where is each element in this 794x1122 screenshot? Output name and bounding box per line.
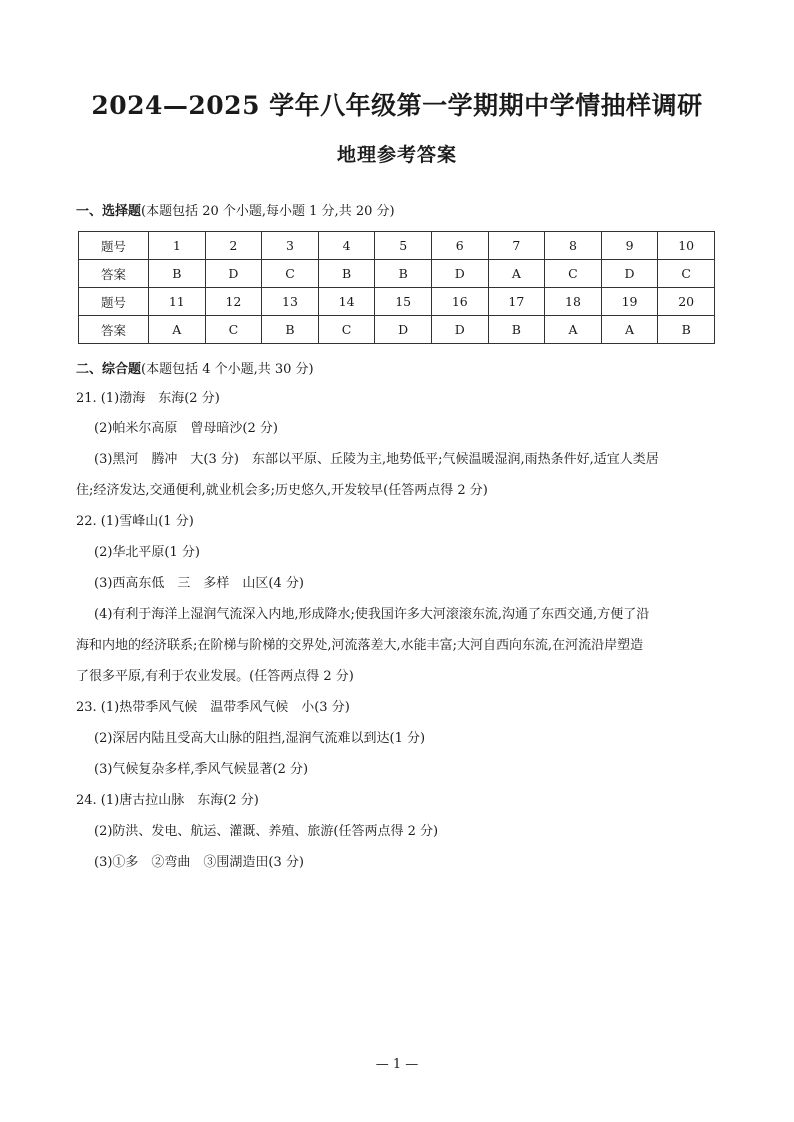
table-cell: 8 xyxy=(545,232,602,260)
table-cell: 3 xyxy=(262,232,319,260)
answer-line-22-4-cont-b: 了很多平原,有利于农业发展。(任答两点得 2 分) xyxy=(76,669,354,684)
choice-answer-table xyxy=(78,231,715,344)
table-cell: C xyxy=(545,260,602,288)
table-cell: 1 xyxy=(149,232,206,260)
table-cell: 13 xyxy=(262,288,319,316)
table-cell: 14 xyxy=(318,288,375,316)
table-cell: A xyxy=(488,260,545,288)
answer-line-21-1: 21. (1)渤海 东海(2 分) xyxy=(76,391,220,406)
table-cell: D xyxy=(431,260,488,288)
answer-line-21-3-cont: 住;经济发达,交通便利,就业机会多;历史悠久,开发较早(任答两点得 2 分) xyxy=(76,483,488,498)
table-cell: 2 xyxy=(205,232,262,260)
section-one-note: (本题包括 20 个小题,每小题 1 分,共 20 分) xyxy=(141,204,395,219)
answer-line-22-1: 22. (1)雪峰山(1 分) xyxy=(76,514,194,529)
answer-line-22-4: (4)有利于海洋上湿润气流深入内地,形成降水;使我国许多大河滚滚东流,沟通了东西交通,方便了沿 xyxy=(94,607,650,622)
table-cell: A xyxy=(545,316,602,344)
page-number: — 1 — xyxy=(375,1057,419,1072)
table-row-label: 答案 xyxy=(79,316,149,344)
table-cell: 16 xyxy=(431,288,488,316)
answer-line-22-2: (2)华北平原(1 分) xyxy=(94,545,200,560)
table-cell: 17 xyxy=(488,288,545,316)
table-cell: B xyxy=(262,316,319,344)
answer-line-23-2: (2)深居内陆且受高大山脉的阻挡,湿润气流难以到达(1 分) xyxy=(94,731,426,746)
table-row xyxy=(79,288,715,316)
table-row xyxy=(79,316,715,344)
answer-line-23-3: (3)气候复杂多样,季风气候显著(2 分) xyxy=(94,762,309,777)
table-cell: B xyxy=(658,316,715,344)
table-row-label: 题号 xyxy=(79,288,149,316)
table-row-label: 题号 xyxy=(79,232,149,260)
table-cell: C xyxy=(658,260,715,288)
table-row xyxy=(79,260,715,288)
table-cell: B xyxy=(488,316,545,344)
table-cell: C xyxy=(205,316,262,344)
table-cell: 20 xyxy=(658,288,715,316)
table-cell: D xyxy=(205,260,262,288)
page-title: 2024—2025 学年八年级第一学期期中学情抽样调研 xyxy=(91,91,703,120)
table-cell: 18 xyxy=(545,288,602,316)
answer-line-22-4-cont-a: 海和内地的经济联系;在阶梯与阶梯的交界处,河流落差大,水能丰富;大河自西向东流,在河流沿岸塑造 xyxy=(76,638,644,653)
table-cell: D xyxy=(431,316,488,344)
table-cell: D xyxy=(601,260,658,288)
section-one-label: 一、选择题 xyxy=(76,204,142,219)
section-two-note: (本题包括 4 个小题,共 30 分) xyxy=(141,362,314,377)
answer-line-23-1: 23. (1)热带季风气候 温带季风气候 小(3 分) xyxy=(76,700,350,715)
table-cell: 6 xyxy=(431,232,488,260)
table-cell: C xyxy=(318,316,375,344)
answer-line-21-2: (2)帕米尔高原 曾母暗沙(2 分) xyxy=(94,421,278,436)
answer-line-21-3: (3)黑河 腾冲 大(3 分) 东部以平原、丘陵为主,地势低平;气候温暖湿润,雨热条件好,适宜人类居 xyxy=(94,452,659,467)
table-row-label: 答案 xyxy=(79,260,149,288)
table-cell: B xyxy=(149,260,206,288)
table-cell: B xyxy=(318,260,375,288)
section-one-heading xyxy=(76,200,395,219)
section-two-label: 二、综合题 xyxy=(76,362,142,377)
answer-line-24-2: (2)防洪、发电、航运、灌溉、养殖、旅游(任答两点得 2 分) xyxy=(94,824,439,839)
table-row xyxy=(79,232,715,260)
table-cell: 9 xyxy=(601,232,658,260)
table-cell: 10 xyxy=(658,232,715,260)
table-cell: A xyxy=(601,316,658,344)
table-cell: B xyxy=(375,260,432,288)
table-cell: 5 xyxy=(375,232,432,260)
page-subtitle: 地理参考答案 xyxy=(336,144,457,166)
table-cell: 7 xyxy=(488,232,545,260)
table-cell: D xyxy=(375,316,432,344)
table-cell: A xyxy=(149,316,206,344)
table-cell: 11 xyxy=(149,288,206,316)
table-cell: 15 xyxy=(375,288,432,316)
table-cell: C xyxy=(262,260,319,288)
answer-line-22-3: (3)西高东低 三 多样 山区(4 分) xyxy=(94,576,304,591)
table-cell: 12 xyxy=(205,288,262,316)
table-cell: 19 xyxy=(601,288,658,316)
answer-line-24-3: (3)①多 ②弯曲 ③围湖造田(3 分) xyxy=(94,855,304,870)
section-two-heading xyxy=(76,358,314,377)
answer-line-24-1: 24. (1)唐古拉山脉 东海(2 分) xyxy=(76,793,259,808)
table-cell: 4 xyxy=(318,232,375,260)
